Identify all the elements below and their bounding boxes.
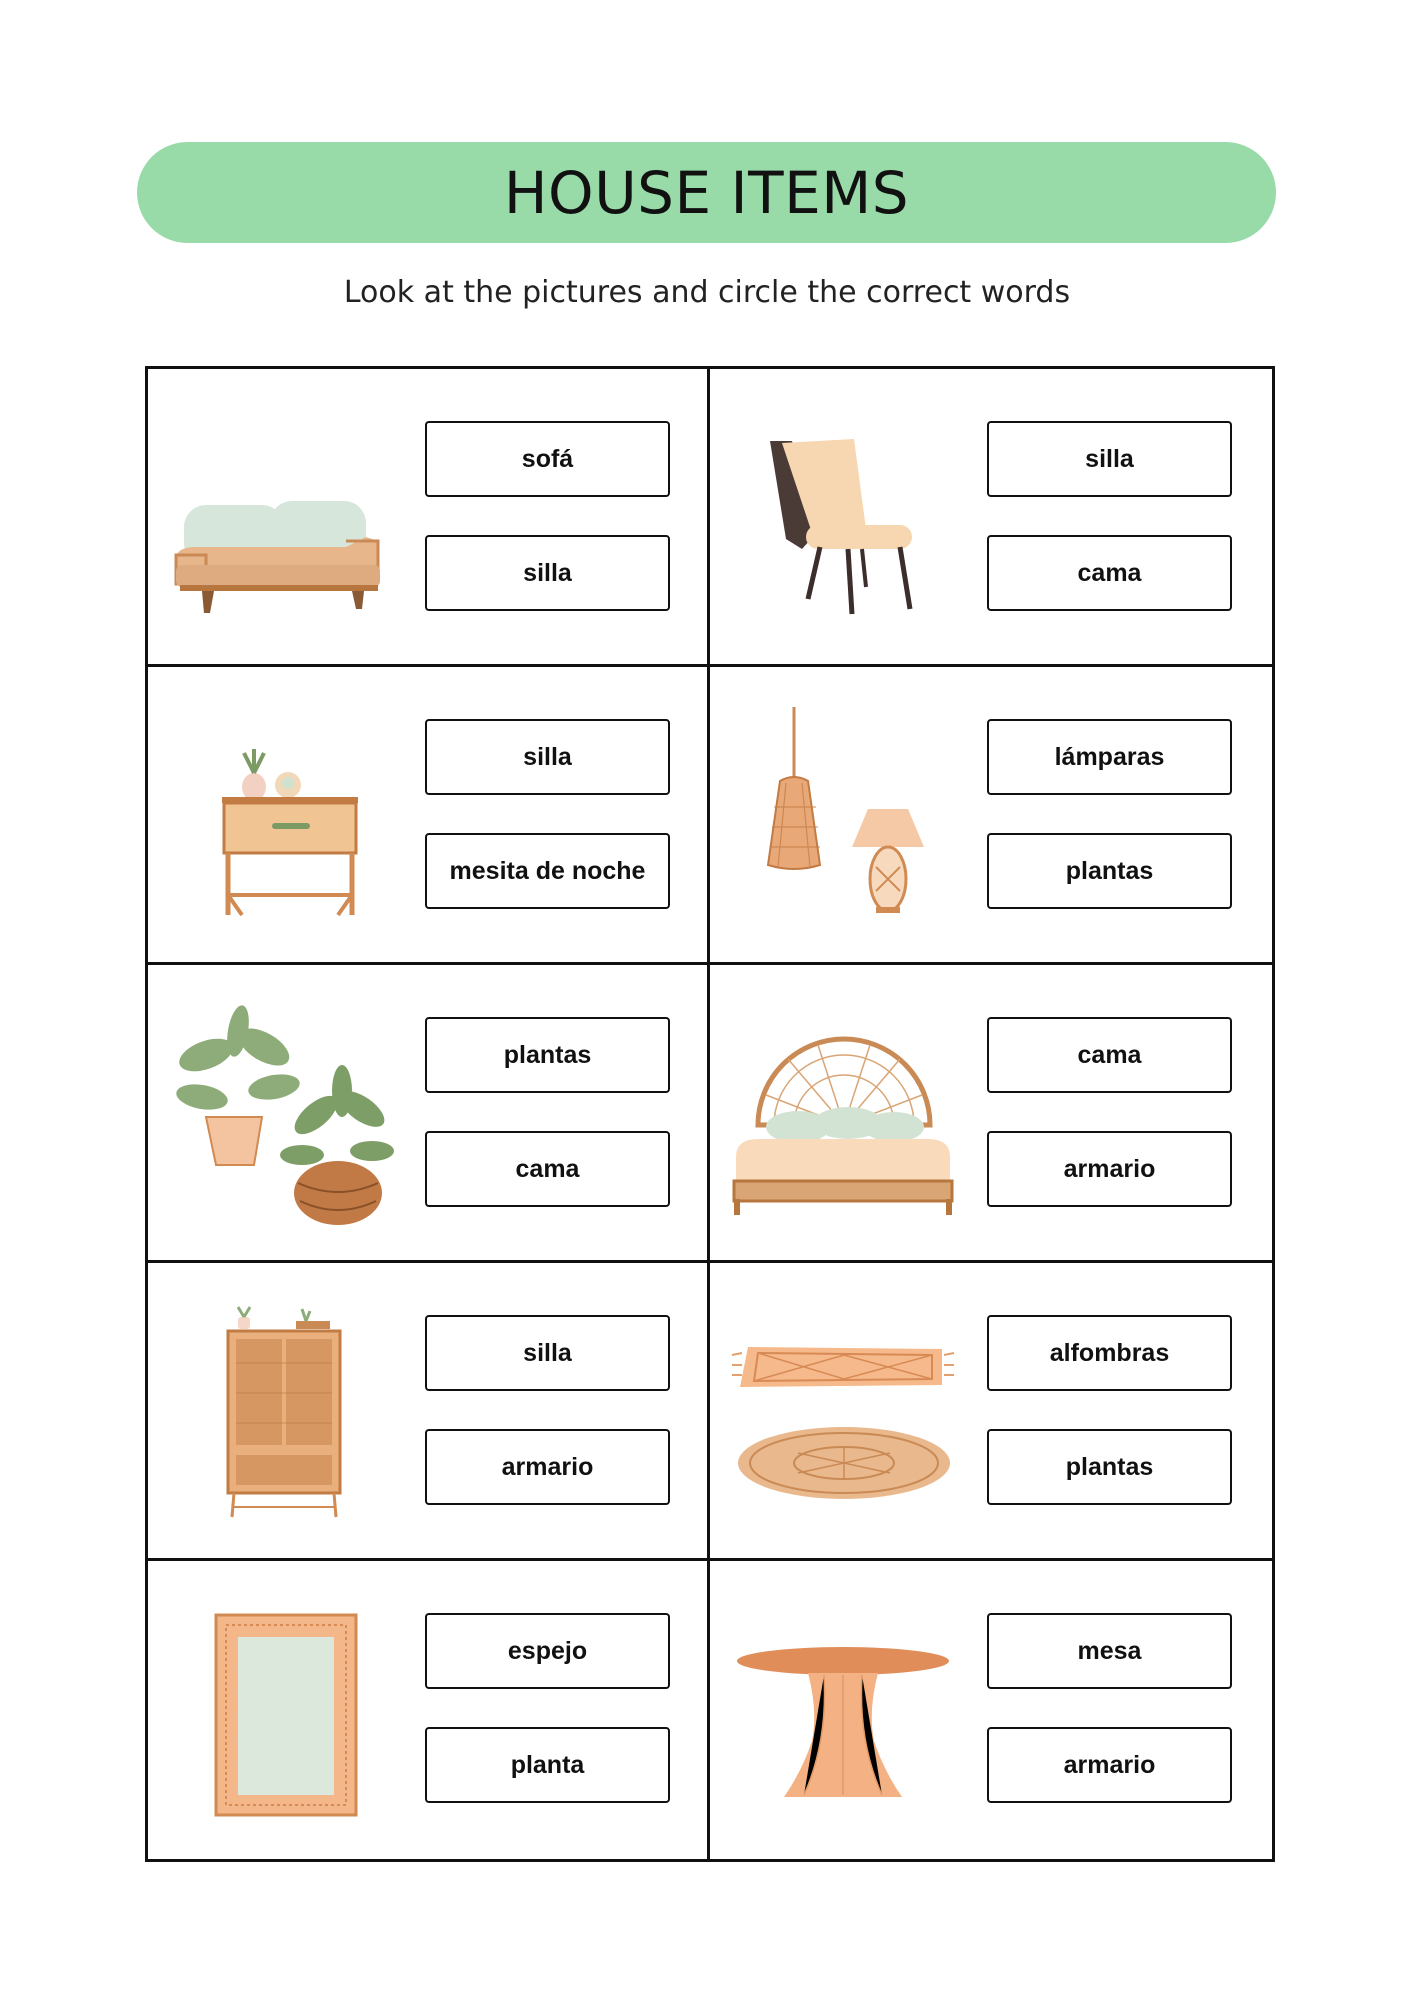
page-title: HOUSE ITEMS bbox=[503, 158, 910, 227]
exercise-cell-wardrobe bbox=[148, 1263, 710, 1561]
option-word[interactable]: silla bbox=[425, 719, 670, 795]
rugs-icon bbox=[728, 1303, 958, 1523]
nightstand-icon bbox=[166, 707, 396, 927]
exercise-cell-bed bbox=[710, 965, 1272, 1263]
option-word[interactable]: silla bbox=[425, 1315, 670, 1391]
exercise-cell-lamps bbox=[710, 667, 1272, 965]
exercise-cell-rugs bbox=[710, 1263, 1272, 1561]
exercise-cell-plants bbox=[148, 965, 710, 1263]
option-word[interactable]: plantas bbox=[425, 1017, 670, 1093]
option-word[interactable]: armario bbox=[425, 1429, 670, 1505]
mirror-icon bbox=[166, 1601, 396, 1821]
exercise-cell-chair bbox=[710, 369, 1272, 667]
sofa-icon bbox=[166, 409, 396, 629]
title-banner bbox=[137, 142, 1276, 243]
exercise-cell-table bbox=[710, 1561, 1272, 1859]
plants-icon bbox=[166, 1005, 396, 1225]
option-word[interactable]: silla bbox=[425, 535, 670, 611]
option-word[interactable]: mesa bbox=[987, 1613, 1232, 1689]
lamps-icon bbox=[728, 707, 958, 927]
option-word[interactable]: planta bbox=[425, 1727, 670, 1803]
option-word[interactable]: cama bbox=[987, 1017, 1232, 1093]
option-word[interactable]: plantas bbox=[987, 833, 1232, 909]
instructions: Look at the pictures and circle the correct words bbox=[343, 275, 1071, 310]
table-icon bbox=[728, 1601, 958, 1821]
option-word[interactable]: armario bbox=[987, 1727, 1232, 1803]
option-word[interactable]: espejo bbox=[425, 1613, 670, 1689]
option-word[interactable]: cama bbox=[425, 1131, 670, 1207]
exercise-cell-sofa bbox=[148, 369, 710, 667]
option-word[interactable]: lámparas bbox=[987, 719, 1232, 795]
exercise-cell-nightstand bbox=[148, 667, 710, 965]
wardrobe-icon bbox=[166, 1303, 396, 1523]
option-word[interactable]: alfombras bbox=[987, 1315, 1232, 1391]
option-word[interactable]: cama bbox=[987, 535, 1232, 611]
option-word[interactable]: plantas bbox=[987, 1429, 1232, 1505]
option-word[interactable]: silla bbox=[987, 421, 1232, 497]
chair-icon bbox=[728, 409, 958, 629]
exercise-grid bbox=[145, 366, 1275, 1862]
option-word[interactable]: armario bbox=[987, 1131, 1232, 1207]
option-word[interactable]: mesita de noche bbox=[425, 833, 670, 909]
option-word[interactable]: sofá bbox=[425, 421, 670, 497]
exercise-cell-mirror bbox=[148, 1561, 710, 1859]
bed-icon bbox=[728, 1005, 958, 1225]
